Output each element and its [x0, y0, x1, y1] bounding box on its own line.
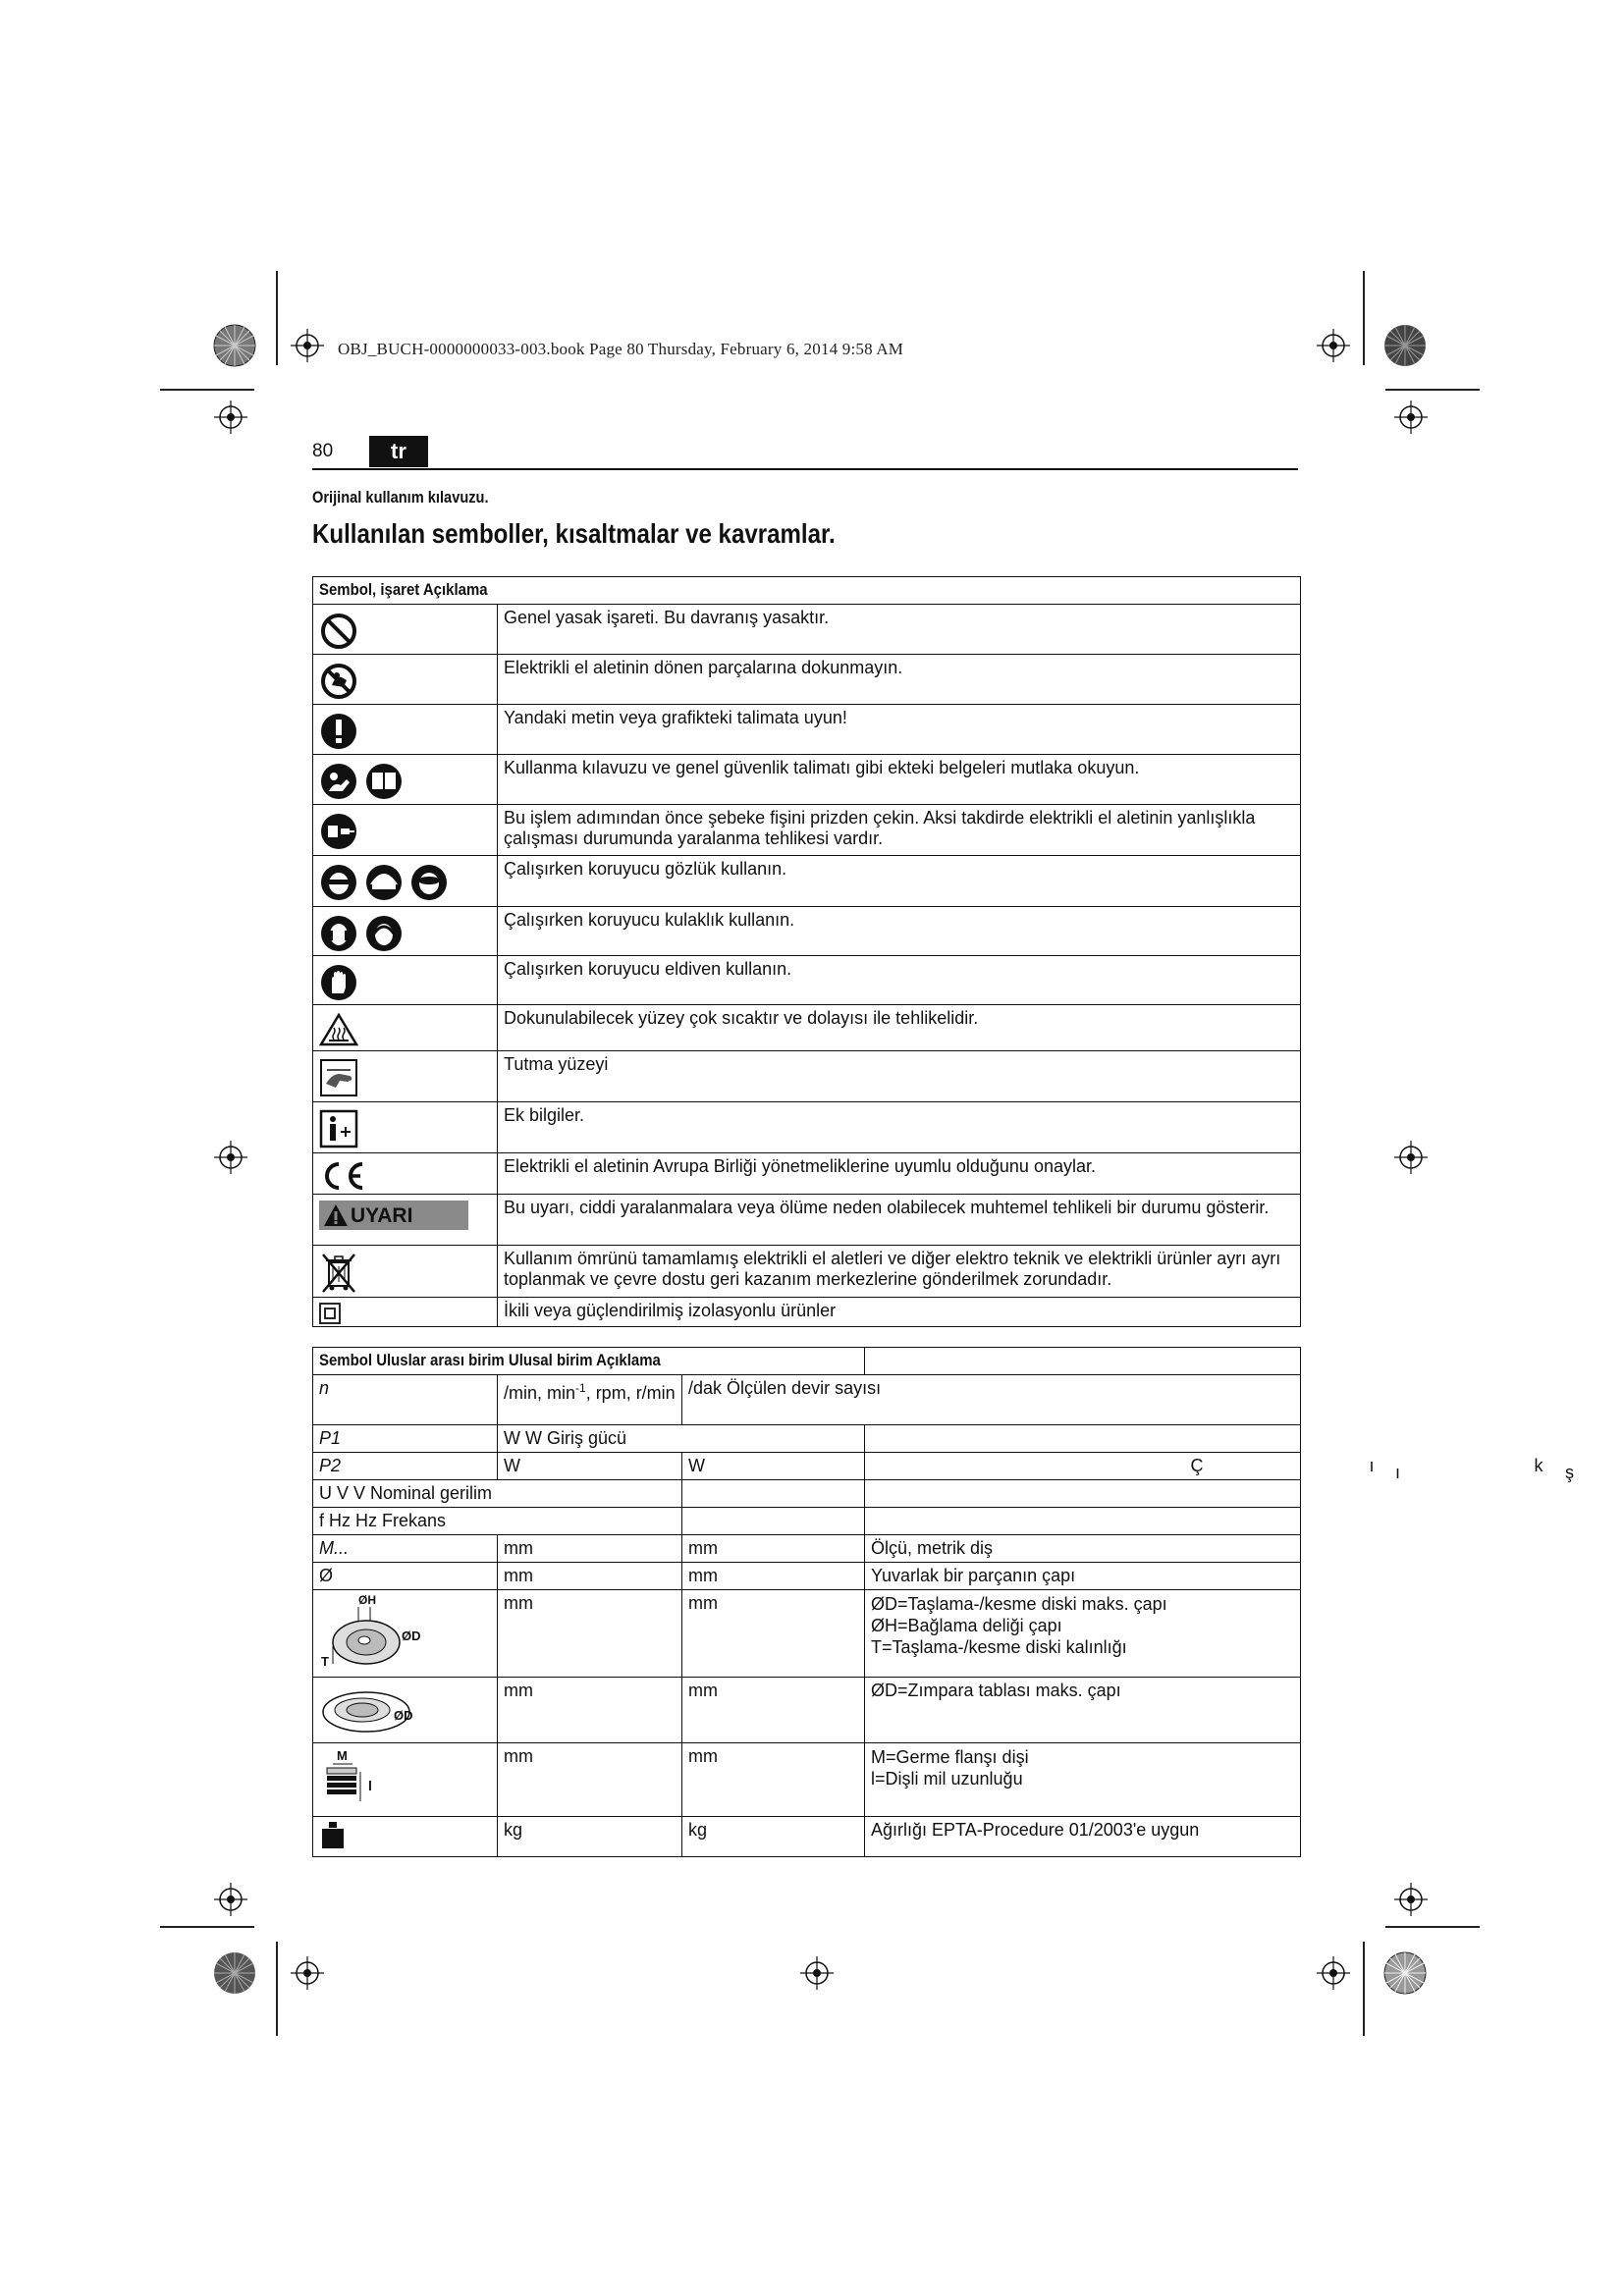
unplug-icon	[319, 812, 358, 851]
intl-unit-exponent: -1	[575, 1381, 586, 1395]
table-cell: mm	[498, 1563, 682, 1590]
symbol-cell: P1	[313, 1425, 498, 1453]
symbol-cell: P2	[313, 1453, 498, 1480]
desc-fragment: Ç	[1190, 1456, 1204, 1475]
table-cell: ØD=Zımpara tablası maks. çapı	[865, 1678, 1301, 1743]
stray-glyph: ı	[1395, 1463, 1401, 1482]
table-cell: Elektrikli el aletinin Avrupa Birliği yönetmeliklerine uyumlu olduğunu onaylar.	[498, 1153, 1301, 1195]
units-table	[312, 1347, 1543, 1857]
table-cell: kg	[682, 1817, 865, 1857]
table-row	[313, 1563, 1301, 1590]
table-header: Sembol, işaret Açıklama	[319, 580, 488, 599]
table-cell: Bu uyarı, ciddi yaralanmalara veya ölüme neden olabilecek muhtemel tehlikeli bir durumu gösterir.	[498, 1195, 1301, 1246]
table-header-row	[313, 577, 1301, 605]
table-cell: W	[682, 1453, 865, 1480]
table-cell: Kullanım ömrünü tamamlamış elektrikli el aletleri ve diğer elektro teknik ve elektrikli ürünler ayrı ayrı toplanmak ve çevre dostu geri kazanım merkezlerine gönderilmek zorundadır.	[498, 1246, 1301, 1298]
icon-label: l	[368, 1778, 372, 1793]
registration-target-icon	[1394, 1883, 1428, 1916]
table-header: Sembol Uluslar arası birim Ulusal birim Açıklama	[319, 1351, 661, 1369]
warning-triangle-icon	[323, 1203, 349, 1227]
table-cell: Yuvarlak bir parçanın çapı	[865, 1563, 1301, 1590]
header-rule	[312, 468, 1298, 470]
registration-target-icon	[214, 1883, 247, 1916]
table-cell: Bu işlem adımından önce şebeke fişini prizden çekin. Aksi takdirde elektrikli el aletinin yanlışlıkla çalışması durumunda yaralanma tehlikesi vardır.	[498, 805, 1301, 856]
double-insulation-icon	[319, 1303, 341, 1324]
table-cell: Ağırlığı EPTA-Procedure 01/2003'e uygun	[865, 1817, 1301, 1857]
registration-target-icon	[291, 1956, 324, 1990]
symbol-cell: M...	[313, 1535, 498, 1563]
warning-label-icon	[319, 1201, 468, 1230]
color-rosette-icon	[213, 1951, 256, 1995]
table-cell: mm	[682, 1743, 865, 1817]
table-row	[313, 1005, 1301, 1051]
table-cell: W W Giriş gücü	[498, 1425, 865, 1453]
intl-unit-part: , rpm, r/min	[585, 1383, 676, 1403]
icon-label: M	[337, 1748, 348, 1763]
table-cell: Ek bilgiler.	[498, 1102, 1301, 1153]
hot-surface-warning-icon	[319, 1012, 358, 1047]
spindle-thread-icon	[319, 1746, 388, 1809]
table-cell	[865, 1743, 1301, 1817]
table-cell: f Hz Hz Frekans	[313, 1508, 682, 1535]
table-row	[313, 956, 1301, 1005]
table-row	[313, 705, 1301, 755]
desc-line: ØH=Bağlama deliği çapı	[871, 1616, 1062, 1635]
registration-target-icon	[1317, 1956, 1350, 1990]
icon-label: T	[321, 1654, 329, 1669]
table-cell: Elektrikli el aletinin dönen parçalarına dokunmayın.	[498, 655, 1301, 705]
read-manual-icon	[319, 762, 413, 801]
table-row	[313, 1246, 1301, 1298]
table-cell	[865, 1590, 1301, 1678]
table-cell: Dokunulabilecek yüzey çok sıcaktır ve dolayısı ile tehlikelidir.	[498, 1005, 1301, 1051]
registration-target-icon	[1317, 329, 1350, 362]
warning-label-text: UYARI	[351, 1203, 413, 1227]
table-cell: Çalışırken koruyucu kulaklık kullanın.	[498, 907, 1301, 956]
table-cell: mm	[682, 1535, 865, 1563]
icon-label: ØD	[394, 1708, 413, 1723]
table-row	[313, 1375, 1301, 1425]
gloves-icon	[319, 963, 358, 1002]
registration-target-icon	[291, 329, 324, 362]
sanding-pad-diameter-icon	[319, 1681, 437, 1735]
symbols-table	[312, 576, 1301, 1327]
intl-unit-part: /min, min	[504, 1383, 576, 1403]
book-header: OBJ_BUCH-0000000033-003.book Page 80 Thursday, February 6, 2014 9:58 AM	[338, 340, 904, 358]
table-cell: Çalışırken koruyucu eldiven kullanın.	[498, 956, 1301, 1005]
table-cell: Yandaki metin veya grafikteki talimata uyun!	[498, 705, 1301, 755]
desc-line: M=Germe flanşı dişi	[871, 1747, 1029, 1767]
color-rosette-icon	[1383, 1951, 1427, 1995]
table-cell: Genel yasak işareti. Bu davranış yasaktır.	[498, 605, 1301, 655]
table-cell: mm	[682, 1590, 865, 1678]
table-cell: mm	[682, 1563, 865, 1590]
desc-fragment: ı	[1369, 1456, 1375, 1475]
page-title: Kullanılan semboller, kısaltmalar ve kavramlar.	[312, 518, 836, 549]
weee-bin-icon	[319, 1251, 358, 1294]
table-row	[313, 1195, 1301, 1246]
weight-icon	[319, 1820, 347, 1849]
table-cell: mm	[498, 1535, 682, 1563]
table-row	[313, 1508, 1301, 1535]
table-cell: mm	[682, 1678, 865, 1743]
registration-target-icon	[1394, 400, 1428, 434]
table-row	[313, 1453, 1301, 1480]
table-row	[313, 1817, 1301, 1857]
table-header-row	[313, 1348, 1301, 1375]
table-cell: Tutma yüzeyi	[498, 1051, 1301, 1102]
table-row	[313, 1153, 1301, 1195]
table-row	[313, 655, 1301, 705]
table-cell: mm	[498, 1590, 682, 1678]
table-row	[313, 1298, 1301, 1327]
table-cell: Kullanma kılavuzu ve genel güvenlik talimatı gibi ekteki belgeleri mutlaka okuyun.	[498, 755, 1301, 805]
symbol-cell: n	[313, 1375, 498, 1425]
table-row	[313, 805, 1301, 856]
table-cell: W	[498, 1453, 682, 1480]
subtitle: Orijinal kullanım kılavuzu.	[312, 488, 489, 507]
grip-surface-icon	[319, 1058, 358, 1097]
registration-target-icon	[800, 1956, 834, 1990]
registration-target-icon	[214, 1141, 247, 1174]
table-cell: /dak Ölçülen devir sayısı	[682, 1375, 1301, 1425]
table-row	[313, 856, 1301, 907]
desc-line: T=Taşlama-/kesme diski kalınlığı	[871, 1637, 1127, 1657]
icon-label: ØH	[358, 1593, 376, 1607]
table-cell: İkili veya güçlendirilmiş izolasyonlu ürünler	[498, 1298, 1301, 1327]
icon-label: ØD	[402, 1629, 421, 1643]
ear-protection-icon	[319, 914, 413, 953]
table-row	[313, 1102, 1301, 1153]
eye-protection-icon	[319, 863, 457, 902]
page-number: 80	[312, 441, 334, 461]
registration-target-icon	[214, 400, 247, 434]
stray-glyph: ş	[1565, 1463, 1574, 1482]
table-cell: kg	[498, 1817, 682, 1857]
color-rosette-icon	[1383, 324, 1427, 367]
table-row	[313, 1425, 1301, 1453]
color-rosette-icon	[213, 324, 256, 367]
desc-fragment: k	[1534, 1456, 1543, 1475]
table-cell: mm	[498, 1678, 682, 1743]
table-cell: mm	[498, 1743, 682, 1817]
table-cell: Çalışırken koruyucu gözlük kullanın.	[498, 856, 1301, 907]
table-row	[313, 1590, 1301, 1678]
table-row	[313, 1678, 1301, 1743]
ce-mark-icon	[319, 1160, 366, 1192]
table-cell	[498, 1375, 682, 1425]
desc-line: l=Dişli mil uzunluğu	[871, 1769, 1023, 1789]
table-row	[313, 907, 1301, 956]
table-row	[313, 755, 1301, 805]
prohibition-icon	[319, 612, 358, 651]
mandatory-exclamation-icon	[319, 712, 358, 751]
table-row	[313, 1535, 1301, 1563]
desc-line: ØD=Taşlama-/kesme diski maks. çapı	[871, 1594, 1167, 1614]
info-icon	[319, 1109, 358, 1148]
symbol-cell: Ø	[313, 1563, 498, 1590]
table-cell: Ölçü, metrik diş	[865, 1535, 1301, 1563]
language-badge: tr	[369, 436, 428, 467]
table-row	[313, 1480, 1301, 1508]
cutting-disc-dimensions-icon	[319, 1593, 437, 1670]
registration-target-icon	[1394, 1141, 1428, 1174]
table-row	[313, 605, 1301, 655]
table-row	[313, 1051, 1301, 1102]
table-row	[313, 1743, 1301, 1817]
table-cell: U V V Nominal gerilim	[313, 1480, 682, 1508]
do-not-touch-rotating-parts-icon	[319, 662, 358, 701]
